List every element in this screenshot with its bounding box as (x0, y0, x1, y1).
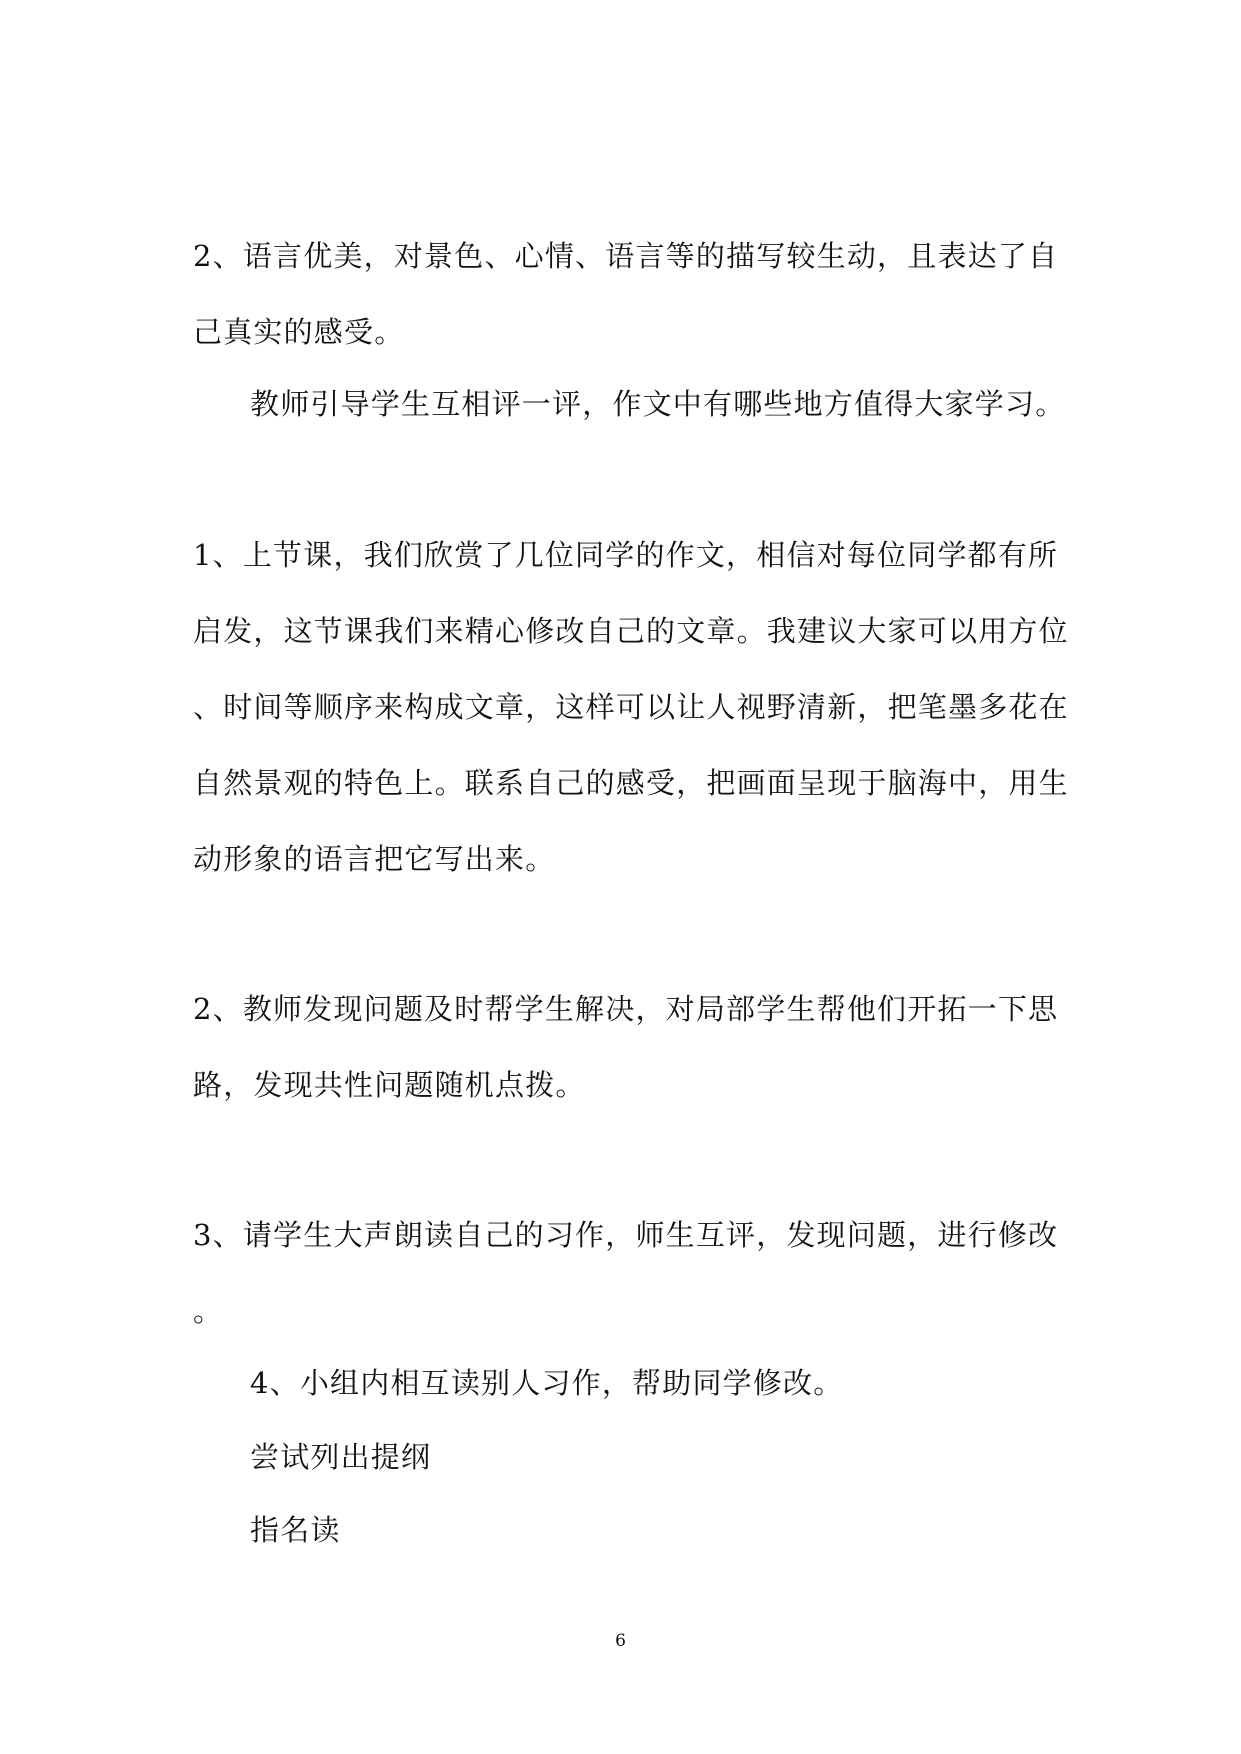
text-line: 教师引导学生互相评一评，作文中有哪些地方值得大家学习。 (250, 387, 1066, 421)
text-line: 4、小组内相互读别人习作，帮助同学修改。 (250, 1366, 844, 1400)
text-line: 2、教师发现问题及时帮学生解决，对局部学生帮他们开拓一下思 (193, 992, 1059, 1026)
text-line: 1、上节课，我们欣赏了几位同学的作文，相信对每位同学都有所 (193, 538, 1059, 572)
text-line: 尝试列出提纲 (250, 1440, 432, 1474)
text-line: 己真实的感受。 (193, 315, 405, 349)
text-line: 启发，这节课我们来精心修改自己的文章。我建议大家可以用方位 (193, 614, 1069, 648)
text-line: 3、请学生大声朗读自己的习作，师生互评，发现问题，进行修改 (193, 1218, 1059, 1252)
text-line: 指名读 (250, 1513, 341, 1547)
page-number: 6 (615, 1631, 626, 1651)
text-line: 、时间等顺序来构成文章，这样可以让人视野清新，把笔墨多花在 (193, 690, 1069, 724)
text-line: 路，发现共性问题随机点拨。 (193, 1068, 586, 1102)
text-line: 2、语言优美，对景色、心情、语言等的描写较生动，且表达了自 (193, 239, 1059, 273)
text-line: 自然景观的特色上。联系自己的感受，把画面呈现于脑海中，用生 (193, 766, 1069, 800)
text-line: 。 (193, 1294, 224, 1328)
text-line: 动形象的语言把它写出来。 (193, 842, 556, 876)
